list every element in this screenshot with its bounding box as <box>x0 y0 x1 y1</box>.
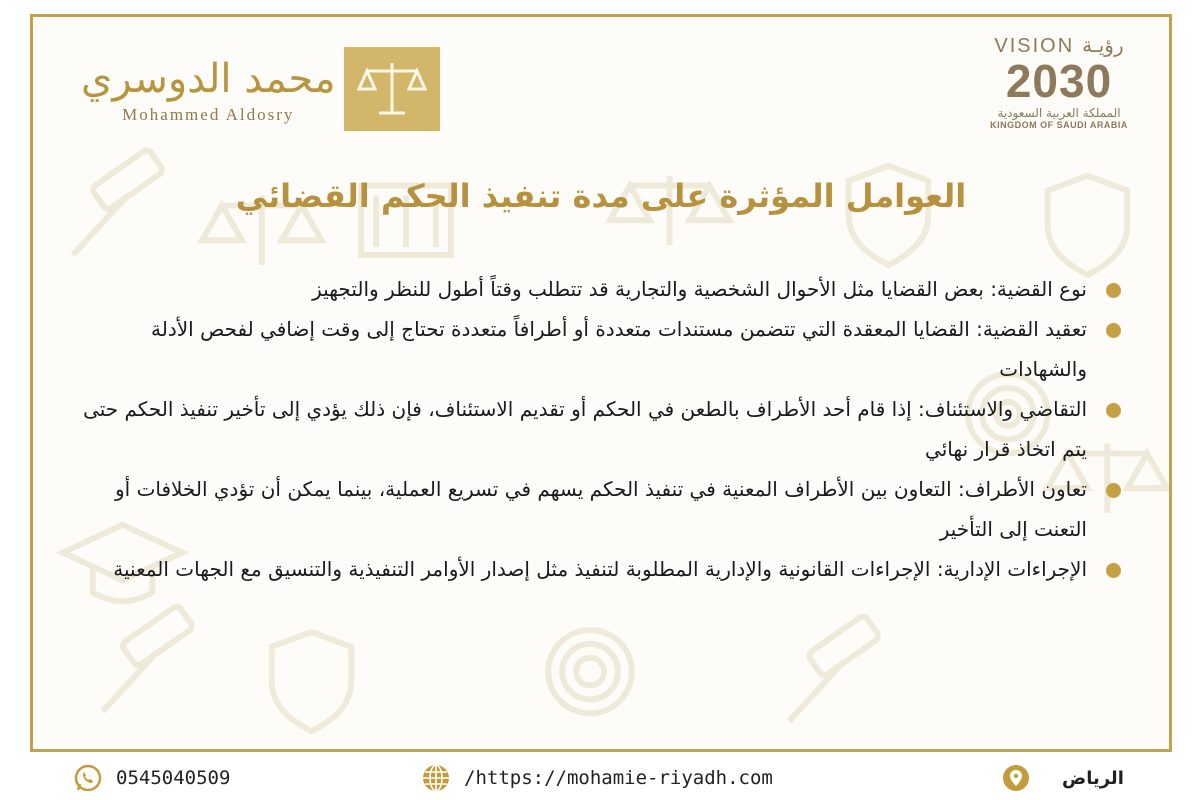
content-card <box>30 14 1172 752</box>
vision-word: VISION <box>994 35 1075 57</box>
factor-text: تعقيد القضية: القضايا المعقدة التي تتضمن مستندات متعددة أو أطرافاً متعددة تحتاج إلى وقت إضافي لفحص الأدلة والشهادات <box>151 317 1087 381</box>
kingdom-name-arabic: المملكة العربية السعودية <box>997 106 1121 120</box>
shield-icon <box>272 632 352 731</box>
office-logo <box>81 39 440 139</box>
location-pin-icon <box>1000 762 1032 794</box>
factor-text: الإجراءات الإدارية: الإجراءات القانونية والإدارية المطلوبة لتنفيذ مثل إصدار الأوامر التنفيذية والتنسيق مع الجهات المعنية <box>113 557 1087 581</box>
whatsapp-icon <box>72 762 104 794</box>
list-item <box>81 269 1121 309</box>
bullet-icon <box>1106 483 1121 498</box>
vision-year: 2030 <box>1005 55 1113 107</box>
factor-text: نوع القضية: بعض القضايا مثل الأحوال الشخصية والتجارية قد تتطلب وقتاً أطول للنظر والتجهيز <box>312 277 1087 301</box>
factor-text: تعاون الأطراف: التعاون بين الأطراف المعنية في تنفيذ الحكم يسهم في تسريع العملية، بينما يمكن أن تؤدي الخلافات أو التعنت إلى التأخير <box>115 477 1087 541</box>
bullet-icon <box>1106 283 1121 298</box>
bullet-icon <box>1106 323 1121 338</box>
list-item <box>81 469 1121 549</box>
scales-icon <box>357 57 427 121</box>
list-item <box>81 309 1121 389</box>
office-name-english: Mohammed Aldosry <box>122 105 295 124</box>
city-name: الرياض <box>1062 767 1124 789</box>
location[interactable] <box>1000 756 1124 800</box>
list-item <box>81 549 1121 589</box>
fingerprint-icon <box>548 630 632 713</box>
list-item <box>81 389 1121 469</box>
bullet-icon <box>1106 563 1121 578</box>
gavel-icon <box>789 615 880 722</box>
phone-number: 0545040509 <box>116 767 231 789</box>
vision-2030-logo <box>969 33 1149 153</box>
factors-list <box>81 269 1121 589</box>
page-title: العوامل المؤثرة على مدة تنفيذ الحكم القضائي <box>235 177 967 215</box>
contact-footer <box>0 756 1200 800</box>
office-name-arabic: محمد الدوسري <box>81 56 336 102</box>
gavel-icon <box>103 605 194 712</box>
phone-contact[interactable] <box>72 756 230 800</box>
kingdom-name-english: KINGDOM OF SAUDI ARABIA <box>990 120 1128 130</box>
bullet-icon <box>1106 403 1121 418</box>
scales-logo-mark <box>344 47 440 131</box>
vision-arabic: رؤيـة <box>1082 33 1124 57</box>
factor-text: التقاضي والاستئناف: إذا قام أحد الأطراف بالطعن في الحكم أو تقديم الاستئناف، فإن ذلك يؤدي إلى تأخير تنفيذ الحكم حتى يتم اتخاذ قرار نهائي <box>83 397 1087 461</box>
website-url: /https://mohamie-riyadh.com <box>464 767 773 789</box>
globe-icon <box>420 762 452 794</box>
website-link[interactable] <box>420 756 773 800</box>
